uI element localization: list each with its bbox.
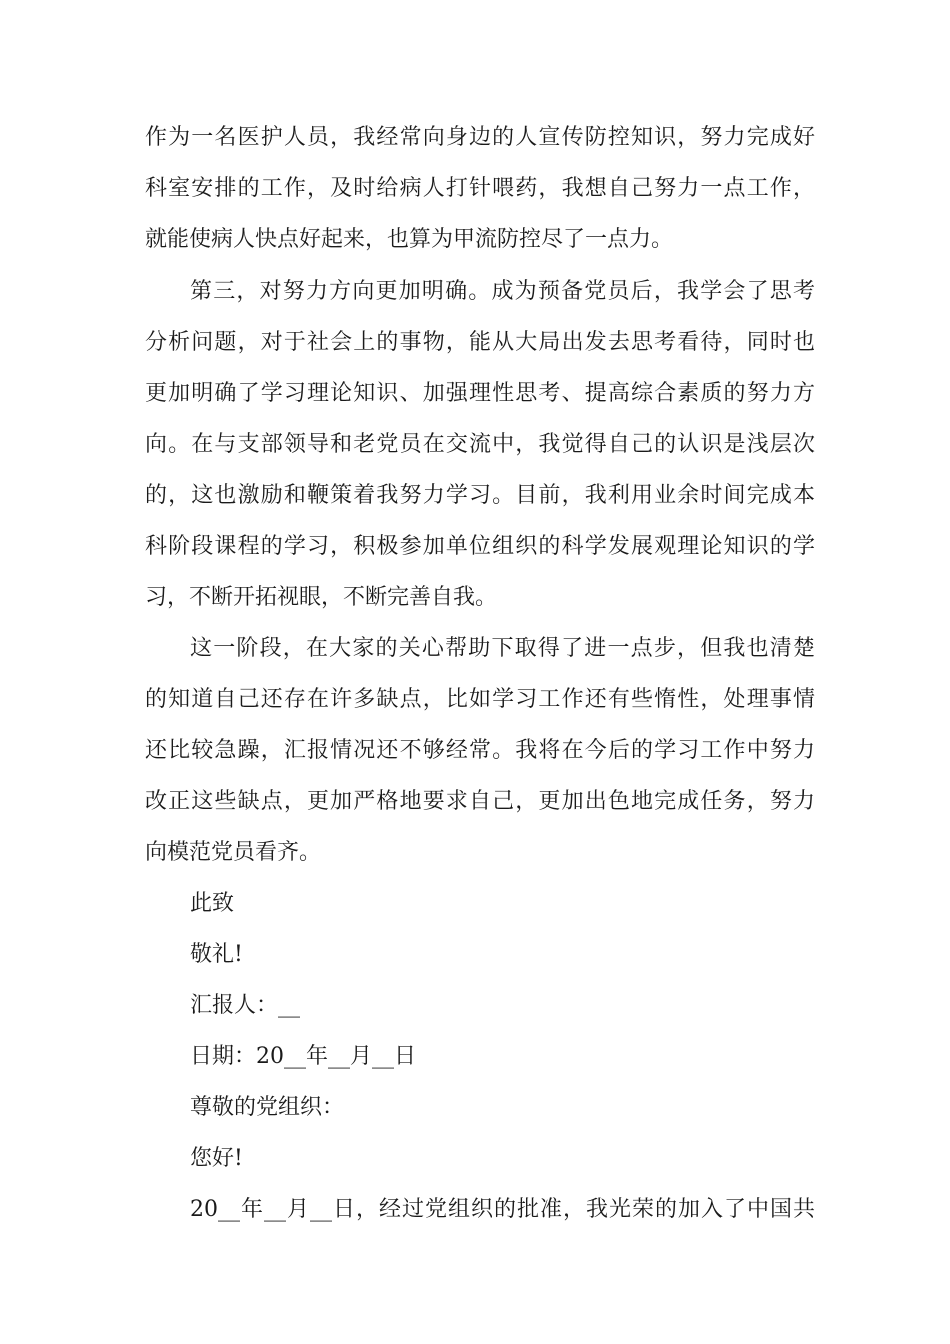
body-line: 分析问题，对于社会上的事物，能从大局出发去思考看待，同时也 xyxy=(145,330,815,355)
closing-regards: 敬礼! xyxy=(190,942,243,967)
paragraph-start-line: 第三，对努力方向更加明确。成为预备党员后，我学会了思考 xyxy=(190,279,815,304)
greeting: 您好! xyxy=(190,1146,243,1171)
paragraph-start-line: 20__年__月__日，经过党组织的批准，我光荣的加入了中国共 xyxy=(190,1197,815,1222)
greeting-addressee: 尊敬的党组织： xyxy=(190,1095,345,1120)
paragraph-start-line: 这一阶段，在大家的关心帮助下取得了进一点步，但我也清楚 xyxy=(190,636,815,661)
reporter-field: 汇报人：__ xyxy=(190,993,301,1018)
body-line: 更加明确了学习理论知识、加强理性思考、提高综合素质的努力方 xyxy=(145,381,815,406)
body-line: 向模范党员看齐。 xyxy=(145,840,322,865)
body-line: 的，这也激励和鞭策着我努力学习。目前，我利用业余时间完成本 xyxy=(145,483,815,508)
body-line: 作为一名医护人员，我经常向身边的人宣传防控知识，努力完成好 xyxy=(145,125,815,150)
closing-salutation: 此致 xyxy=(190,891,235,916)
body-line: 改正这些缺点，更加严格地要求自己，更加出色地完成任务，努力 xyxy=(145,789,815,814)
body-line: 就能使病人快点好起来，也算为甲流防控尽了一点力。 xyxy=(145,227,674,252)
body-line: 习，不断开拓视眼，不断完善自我。 xyxy=(145,585,498,610)
body-line: 科阶段课程的学习，积极参加单位组织的科学发展观理论知识的学 xyxy=(145,534,815,559)
body-line: 向。在与支部领导和老党员在交流中，我觉得自己的认识是浅层次 xyxy=(145,432,815,457)
body-line: 的知道自己还存在许多缺点，比如学习工作还有些惰性，处理事情 xyxy=(145,687,815,712)
body-line: 科室安排的工作，及时给病人打针喂药，我想自己努力一点工作， xyxy=(145,176,815,201)
body-line: 还比较急躁，汇报情况还不够经常。我将在今后的学习工作中努力 xyxy=(145,738,815,763)
date-field: 日期：20__年__月__日 xyxy=(190,1044,416,1069)
